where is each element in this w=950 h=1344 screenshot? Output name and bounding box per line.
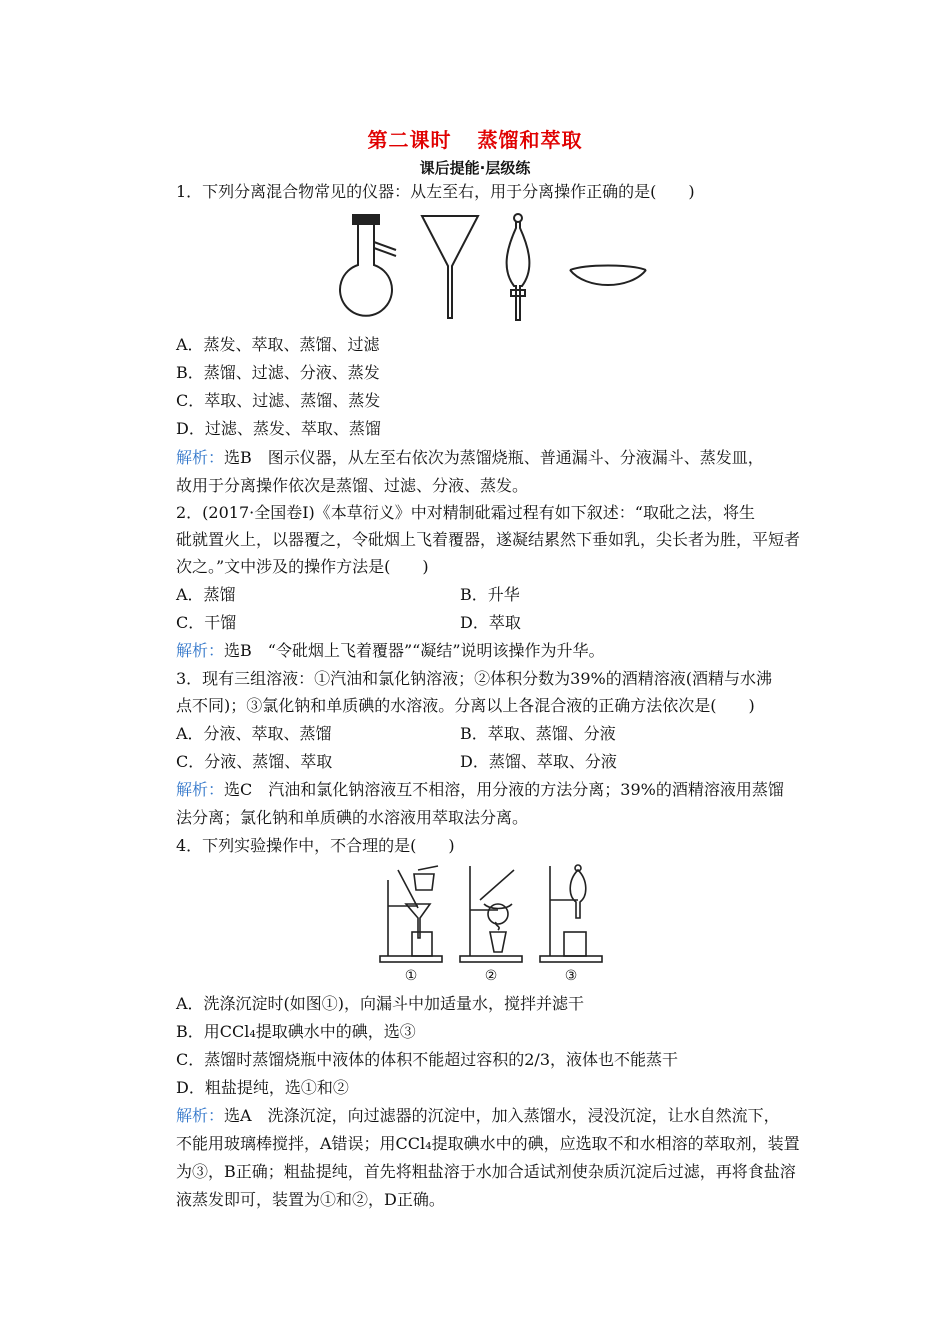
q1-analysis-line-2: 故用于分离操作依次是蒸馏、过滤、分液、蒸发。 <box>176 476 529 495</box>
funnel-icon <box>422 216 478 318</box>
q2-option-a: A．蒸馏 <box>176 585 236 604</box>
analysis-label: 解析： <box>176 641 225 660</box>
q3-stem-line-2: 点不同)；③氯化钠和单质碘的水溶液。分离以上各混合液的正确方法依次是( ) <box>176 696 755 715</box>
q2-option-c: C．干馏 <box>176 613 237 632</box>
q3-analysis-line-2: 法分离；氯化钠和单质碘的水溶液用萃取法分离。 <box>176 808 529 827</box>
q1-analysis-line-1: 解析：选B 图示仪器，从左至右依次为蒸馏烧瓶、普通漏斗、分液漏斗、蒸发皿， <box>176 448 764 467</box>
q1-option-b: B．蒸馏、过滤、分液、蒸发 <box>176 363 380 382</box>
q4-analysis-line-1: 解析：选A 洗涤沉淀，向过滤器的沉淀中，加入蒸馏水，浸没沉淀，让水自然流下， <box>176 1106 780 1125</box>
distillation-flask-icon <box>340 215 396 316</box>
q3-option-a: A．分液、萃取、蒸馏 <box>176 724 332 743</box>
evaporating-dish-icon <box>570 266 646 286</box>
q4-analysis-line-3: 为③，B正确；粗盐提纯，首先将粗盐溶于水加合适试剂使杂质沉淀后过滤，再将食盐溶 <box>176 1162 796 1181</box>
title-lesson: 第二课时 <box>367 128 452 152</box>
q3-analysis-line-1: 解析：选C 汽油和氯化钠溶液互不相溶，用分液的方法分离；39%的酒精溶液用蒸馏 <box>176 780 784 799</box>
q2-analysis: 解析：选B “令砒烟上飞着覆器”“凝结”说明该操作为升华。 <box>176 641 605 660</box>
q3-option-d: D．蒸馏、萃取、分液 <box>460 752 617 771</box>
q2-option-b: B．升华 <box>460 585 520 604</box>
q2-option-d: D．萃取 <box>460 613 521 632</box>
q1-option-c: C．萃取、过滤、蒸馏、蒸发 <box>176 391 381 410</box>
q3-option-c: C．分液、蒸馏、萃取 <box>176 752 333 771</box>
q2-stem-line-3: 次之。”文中涉及的操作方法是( ) <box>176 557 429 576</box>
q3-option-b: B．萃取、蒸馏、分液 <box>460 724 616 743</box>
q1-instruments-figure <box>330 210 650 328</box>
figure-label-3: ③ <box>564 968 578 984</box>
figure-label-1: ① <box>404 968 418 984</box>
q4-option-d: D．粗盐提纯，选①和② <box>176 1078 349 1097</box>
q1-option-d: D．过滤、蒸发、萃取、蒸馏 <box>176 419 381 438</box>
q3-stem-line-1: 3．现有三组溶液：①汽油和氯化钠溶液；②体积分数为39%的酒精溶液(酒精与水沸 <box>176 669 772 688</box>
q1-option-a: A．蒸发、萃取、蒸馏、过滤 <box>176 335 380 354</box>
q4-analysis-line-4: 液蒸发即可，装置为①和②，D正确。 <box>176 1190 445 1209</box>
evaporation-apparatus-icon <box>460 866 522 962</box>
q4-analysis-line-2: 不能用玻璃棒搅拌，A错误；用CCl₄提取碘水中的碘，应选取不和水相溶的萃取剂，装置 <box>176 1134 800 1153</box>
separatory-funnel-icon <box>507 214 530 320</box>
separation-apparatus-icon <box>540 865 602 962</box>
analysis-label: 解析： <box>176 448 225 467</box>
q4-option-c: C．蒸馏时蒸馏烧瓶中液体的体积不能超过容积的2/3，液体也不能蒸干 <box>176 1050 678 1069</box>
title-topic: 蒸馏和萃取 <box>477 128 583 152</box>
figure-label-2: ② <box>484 968 498 984</box>
page-subtitle: 课后提能·层级练 <box>419 159 531 177</box>
analysis-label: 解析： <box>176 780 225 799</box>
q4-option-a: A．洗涤沉淀时(如图①)，向漏斗中加适量水，搅拌并滤干 <box>176 994 585 1013</box>
q2-stem-line-2: 砒就置火上，以器覆之，令砒烟上飞着覆器，遂凝结累然下垂如乳，尖长者为胜，平短者 <box>176 530 801 549</box>
q4-option-b: B．用CCl₄提取碘水中的碘，选③ <box>176 1022 416 1041</box>
page-title <box>0 124 950 153</box>
q1-stem: 1．下列分离混合物常见的仪器：从左至右，用于分离操作正确的是( ) <box>176 182 695 201</box>
filtration-apparatus-icon <box>380 866 442 962</box>
q2-stem-line-1: 2．(2017·全国卷Ⅰ)《本草衍义》中对精制砒霜过程有如下叙述：“取砒之法，将生 <box>176 503 755 522</box>
q4-apparatus-figure <box>378 860 604 986</box>
q4-stem: 4．下列实验操作中，不合理的是( ) <box>176 836 455 855</box>
analysis-label: 解析： <box>176 1106 225 1125</box>
